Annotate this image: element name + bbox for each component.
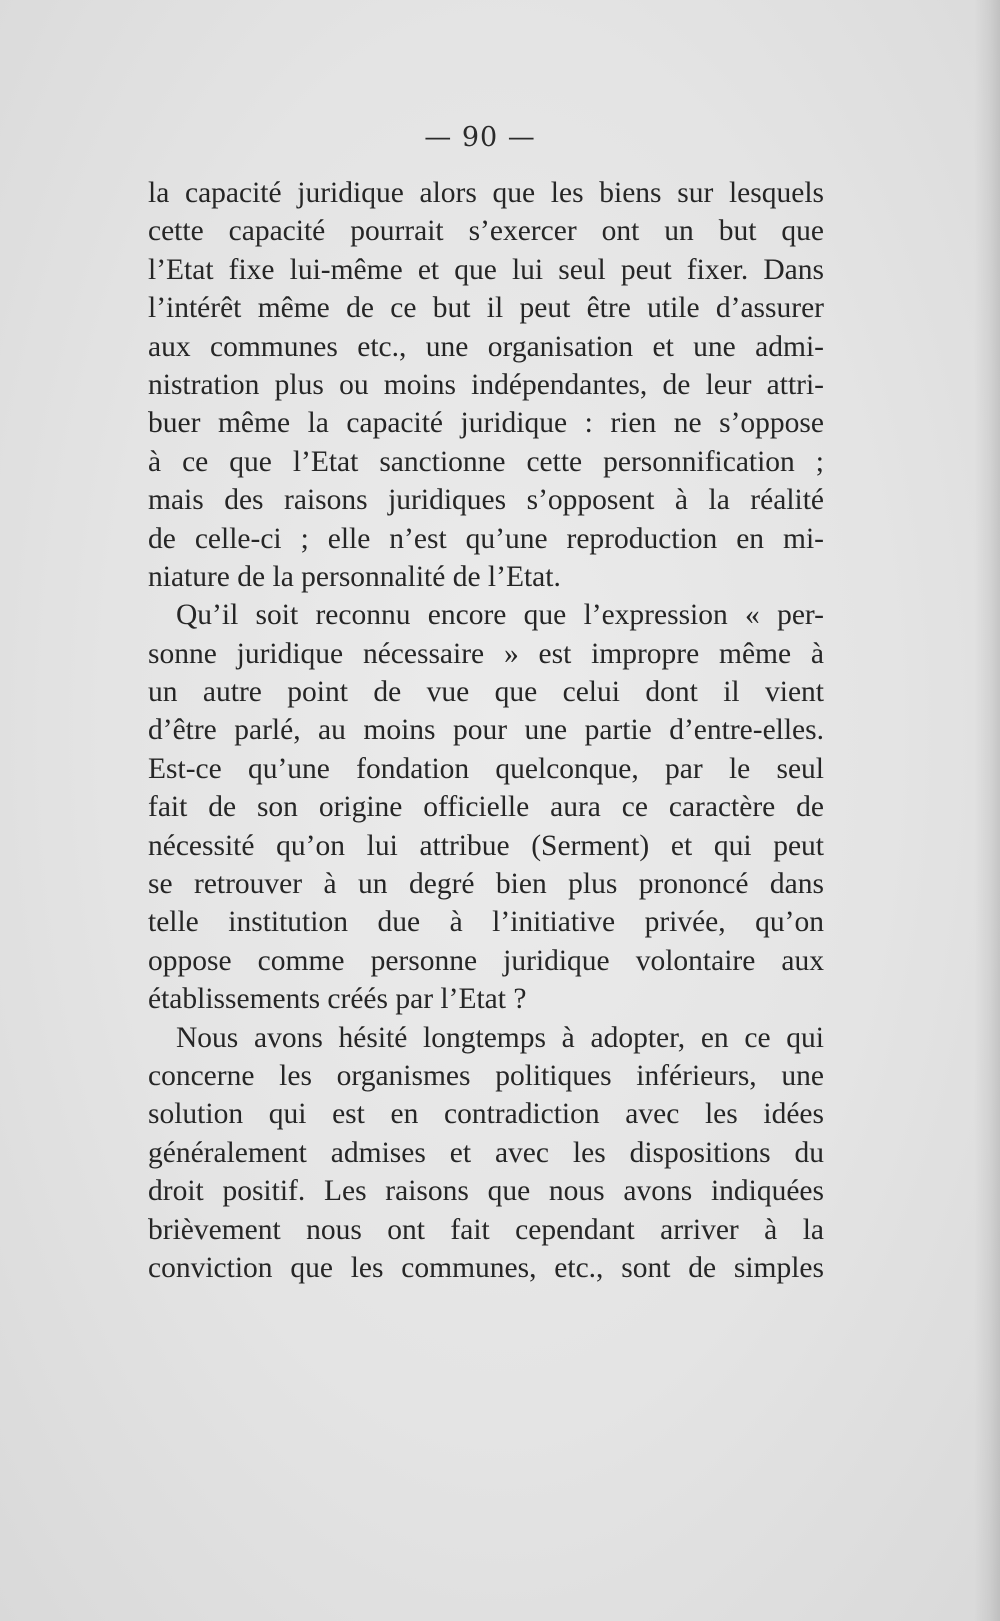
text-line: l’Etat fixe lui-même et que lui seul peut fixer. Dans — [148, 253, 824, 286]
text-line: d’être parlé, au moins pour une partie d’entre-elles. — [148, 714, 824, 747]
text-line: telle institution due à l’initiative privée, qu’on — [148, 906, 824, 939]
text-line: oppose comme personne juridique volontaire aux — [148, 944, 824, 977]
page-number: — 90 — — [424, 122, 536, 153]
text-line: cette capacité pourrait s’exercer ont un but que — [148, 215, 824, 248]
text-line: nistration plus ou moins indépendantes, de leur attri- — [148, 368, 824, 401]
text-line: se retrouver à un degré bien plus prononcé dans — [148, 868, 824, 901]
text-line: buer même la capacité juridique : rien ne s’oppose — [148, 407, 824, 440]
text-line: conviction que les communes, etc., sont de simples — [148, 1251, 824, 1284]
text-line: fait de son origine officielle aura ce caractère de — [148, 791, 824, 824]
text-line: l’intérêt même de ce but il peut être utile d’assurer — [148, 292, 824, 325]
paragraph-start-line: Nous avons hésité longtemps à adopter, en ce qui — [176, 1021, 824, 1054]
paragraph-end-line: établissements créés par l’Etat ? — [148, 983, 527, 1016]
paragraph-start-line: Qu’il soit reconnu encore que l’expression « per- — [176, 599, 824, 632]
text-line: un autre point de vue que celui dont il vient — [148, 676, 824, 709]
text-line: droit positif. Les raisons que nous avons indiquées — [148, 1175, 824, 1208]
text-line: sonne juridique nécessaire » est impropre même à — [148, 637, 824, 670]
text-line: la capacité juridique alors que les biens sur lesquels — [148, 177, 824, 209]
text-line: brièvement nous ont fait cependant arriver à la — [148, 1213, 824, 1246]
text-line: généralement admises et avec les dispositions du — [148, 1136, 824, 1169]
text-line: mais des raisons juridiques s’opposent à la réalité — [148, 484, 824, 517]
body-text — [148, 174, 824, 1287]
paragraph-end-line: niature de la personnalité de l’Etat. — [148, 560, 561, 593]
page-edge-shadow — [974, 0, 1000, 1621]
text-line: Est-ce qu’une fondation quelconque, par le seul — [148, 752, 824, 785]
text-line: de celle-ci ; elle n’est qu’une reproduction en mi- — [148, 522, 824, 555]
text-line: à ce que l’Etat sanctionne cette personnification ; — [148, 445, 824, 478]
text-line: concerne les organismes politiques inférieurs, une — [148, 1059, 824, 1092]
text-line: solution qui est en contradiction avec les idées — [148, 1098, 824, 1131]
text-line: nécessité qu’on lui attribue (Serment) et qui peut — [148, 829, 824, 862]
text-line: aux communes etc., une organisation et une admi- — [148, 330, 824, 363]
